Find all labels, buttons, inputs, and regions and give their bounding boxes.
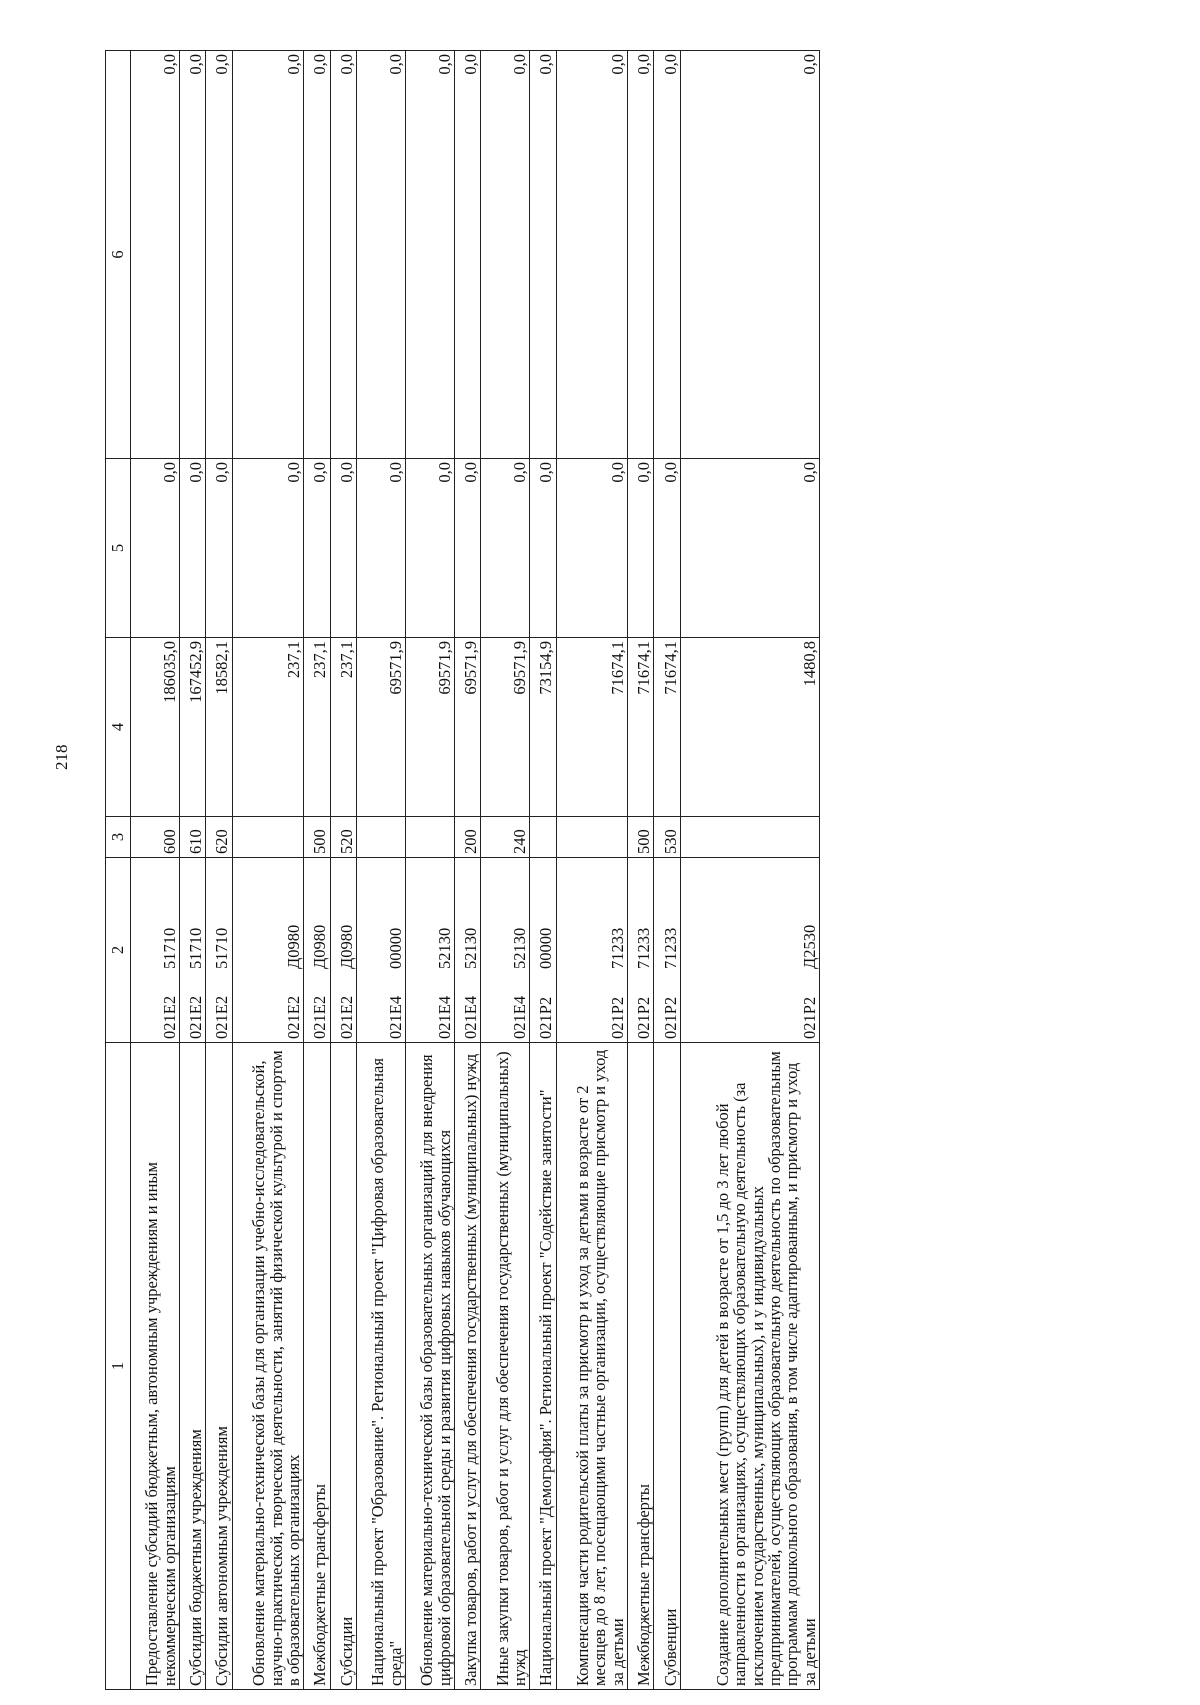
row-expense-type-cell: 200 <box>454 817 480 858</box>
row-name-cell: Субсидии автономным учреждениям <box>206 1043 232 1690</box>
row-value-col6: 0,0 <box>481 51 530 459</box>
row-value-col5: 0,0 <box>356 459 405 638</box>
program-code: 021E2 <box>310 995 330 1039</box>
row-value-col5: 0,0 <box>481 459 530 638</box>
program-code: 021P2 <box>799 996 819 1039</box>
row-value-col5: 0,0 <box>179 459 205 638</box>
table-row <box>405 51 454 1690</box>
row-expense-type-cell: 620 <box>206 817 232 858</box>
row-name-cell: Предоставление субсидий бюджетным, автономным учреждениям и иным некоммерческим организациям <box>131 1043 180 1690</box>
row-name-cell: Межбюджетные трансферты <box>628 1043 654 1690</box>
table-row <box>179 51 205 1690</box>
row-value-col6: 0,0 <box>405 51 454 459</box>
table-row <box>131 51 180 1690</box>
program-code: 021P2 <box>634 996 654 1039</box>
table-row <box>481 51 530 1690</box>
row-value-col6: 0,0 <box>232 51 303 459</box>
row-code-cell <box>680 858 819 1043</box>
row-expense-type-cell: 240 <box>481 817 530 858</box>
row-expense-type-cell: 530 <box>654 817 680 858</box>
row-code-cell <box>628 858 654 1043</box>
row-code-cell <box>232 858 303 1043</box>
row-value-col5: 0,0 <box>628 459 654 638</box>
row-value-col5: 0,0 <box>556 459 627 638</box>
program-code: 021P2 <box>536 996 556 1039</box>
program-code: 021E4 <box>385 995 405 1039</box>
row-value-col5: 0,0 <box>206 459 232 638</box>
direction-code: 71233 <box>660 927 680 969</box>
direction-code: Д0980 <box>283 924 303 969</box>
row-code-cell <box>530 858 556 1043</box>
table-row <box>330 51 356 1690</box>
row-value-col4: 71674,1 <box>556 638 627 817</box>
program-code: 021P2 <box>607 996 627 1039</box>
row-value-col4: 18582,1 <box>206 638 232 817</box>
rotated-table-wrapper <box>105 50 820 1690</box>
table-row <box>680 51 819 1690</box>
row-value-col4: 237,1 <box>232 638 303 817</box>
row-value-col4: 1480,8 <box>680 638 819 817</box>
row-name-cell: Создание дополнительных мест (групп) для детей в возрасте от 1,5 до 3 лет любой направленности в организациях, осуществляющих образовательную деятельность (за исключением государственных, муниципальных), и у индивидуальных предпринимателей, осуществляющих образовательную деятельность по образовательным программам дошкольного образования, в том числе адаптированным, и присмотр и уход за детьми <box>680 1043 819 1690</box>
table-row <box>530 51 556 1690</box>
row-value-col4: 69571,9 <box>356 638 405 817</box>
program-code: 021E2 <box>336 995 356 1039</box>
row-value-col4: 186035,0 <box>131 638 180 817</box>
page-number: 218 <box>52 744 71 770</box>
table-row <box>556 51 627 1690</box>
program-code: 021E4 <box>460 995 480 1039</box>
header-col-6: 6 <box>106 51 131 459</box>
row-value-col5: 0,0 <box>131 459 180 638</box>
direction-code: 51710 <box>159 927 179 969</box>
row-value-col4: 237,1 <box>304 638 330 817</box>
table-row <box>628 51 654 1690</box>
row-value-col4: 69571,9 <box>481 638 530 817</box>
row-code-cell <box>330 858 356 1043</box>
row-value-col6: 0,0 <box>628 51 654 459</box>
row-value-col6: 0,0 <box>206 51 232 459</box>
row-value-col4: 69571,9 <box>454 638 480 817</box>
row-value-col5: 0,0 <box>680 459 819 638</box>
table-row <box>654 51 680 1690</box>
row-name-cell: Национальный проект "Образование". Региональный проект "Цифровая образовательная среда" <box>356 1043 405 1690</box>
row-value-col4: 71674,1 <box>654 638 680 817</box>
row-name-cell: Иные закупки товаров, работ и услуг для обеспечения государственных (муниципальных) нужд <box>481 1043 530 1690</box>
row-value-col4: 167452,9 <box>179 638 205 817</box>
row-expense-type-cell: 500 <box>628 817 654 858</box>
row-code-cell <box>654 858 680 1043</box>
row-value-col6: 0,0 <box>304 51 330 459</box>
table-row <box>304 51 330 1690</box>
row-code-cell <box>405 858 454 1043</box>
row-expense-type-cell: 610 <box>179 817 205 858</box>
header-col-2: 2 <box>106 858 131 1043</box>
direction-code: 00000 <box>536 927 556 969</box>
row-value-col6: 0,0 <box>330 51 356 459</box>
row-code-cell <box>356 858 405 1043</box>
row-value-col6: 0,0 <box>131 51 180 459</box>
row-code-cell <box>304 858 330 1043</box>
row-code-cell <box>454 858 480 1043</box>
program-code: 021E2 <box>159 995 179 1039</box>
header-col-5: 5 <box>106 459 131 638</box>
direction-code: 52130 <box>434 927 454 969</box>
direction-code: 00000 <box>385 927 405 969</box>
row-code-cell <box>206 858 232 1043</box>
program-code: 021E4 <box>509 995 529 1039</box>
table-row <box>232 51 303 1690</box>
row-expense-type-cell <box>680 817 819 858</box>
row-value-col6: 0,0 <box>179 51 205 459</box>
row-expense-type-cell <box>556 817 627 858</box>
header-row <box>106 51 131 1690</box>
row-name-cell: Межбюджетные трансферты <box>304 1043 330 1690</box>
row-value-col4: 69571,9 <box>405 638 454 817</box>
row-code-cell <box>481 858 530 1043</box>
direction-code: 51710 <box>186 927 206 969</box>
budget-table <box>105 50 820 1690</box>
row-expense-type-cell: 520 <box>330 817 356 858</box>
direction-code: 52130 <box>460 927 480 969</box>
row-value-col4: 73154,9 <box>530 638 556 817</box>
row-expense-type-cell <box>232 817 303 858</box>
row-value-col5: 0,0 <box>530 459 556 638</box>
row-value-col6: 0,0 <box>556 51 627 459</box>
direction-code: Д2530 <box>799 924 819 969</box>
direction-code: 52130 <box>509 927 529 969</box>
direction-code: 71233 <box>634 927 654 969</box>
header-col-1: 1 <box>106 1043 131 1690</box>
row-name-cell: Субсидии <box>330 1043 356 1690</box>
row-value-col5: 0,0 <box>330 459 356 638</box>
table-body <box>131 51 820 1690</box>
row-value-col5: 0,0 <box>454 459 480 638</box>
direction-code: Д0980 <box>336 924 356 969</box>
row-value-col6: 0,0 <box>680 51 819 459</box>
row-code-cell <box>131 858 180 1043</box>
table-row <box>356 51 405 1690</box>
row-name-cell: Обновление материально-технической базы образовательных организаций для внедрения цифровой образовательной среды и развития цифровых навыков обучающихся <box>405 1043 454 1690</box>
row-name-cell: Субсидии бюджетным учреждениям <box>179 1043 205 1690</box>
direction-code: 71233 <box>607 927 627 969</box>
row-value-col4: 71674,1 <box>628 638 654 817</box>
row-expense-type-cell <box>530 817 556 858</box>
row-code-cell <box>179 858 205 1043</box>
row-code-cell <box>556 858 627 1043</box>
row-name-cell: Закупка товаров, работ и услуг для обеспечения государственных (муниципальных) нужд <box>454 1043 480 1690</box>
row-value-col5: 0,0 <box>654 459 680 638</box>
row-value-col5: 0,0 <box>405 459 454 638</box>
header-col-3: 3 <box>106 817 131 858</box>
table-row <box>206 51 232 1690</box>
row-expense-type-cell: 600 <box>131 817 180 858</box>
direction-code: 51710 <box>212 927 232 969</box>
program-code: 021E2 <box>212 995 232 1039</box>
row-name-cell: Обновление материально-технической базы для организации учебно-исследовательской, научно-практической, творческой деятельности, занятий физической культурой и спортом в образовательных организациях <box>232 1043 303 1690</box>
row-value-col6: 0,0 <box>454 51 480 459</box>
table-row <box>454 51 480 1690</box>
row-name-cell: Компенсация части родительской платы за присмотр и уход за детьми в возрасте от 2 месяцев до 8 лет, посещающими частные организации, осуществляющие присмотр и уход за детьми <box>556 1043 627 1690</box>
row-name-cell: Субвенции <box>654 1043 680 1690</box>
program-code: 021E4 <box>434 995 454 1039</box>
row-value-col6: 0,0 <box>356 51 405 459</box>
program-code: 021E2 <box>186 995 206 1039</box>
row-expense-type-cell <box>405 817 454 858</box>
header-col-4: 4 <box>106 638 131 817</box>
row-value-col5: 0,0 <box>304 459 330 638</box>
program-code: 021E2 <box>283 995 303 1039</box>
row-value-col5: 0,0 <box>232 459 303 638</box>
row-value-col6: 0,0 <box>654 51 680 459</box>
row-value-col6: 0,0 <box>530 51 556 459</box>
program-code: 021P2 <box>660 996 680 1039</box>
direction-code: Д0980 <box>310 924 330 969</box>
row-expense-type-cell <box>356 817 405 858</box>
row-name-cell: Национальный проект "Демография". Региональный проект "Содействие занятости" <box>530 1043 556 1690</box>
row-value-col4: 237,1 <box>330 638 356 817</box>
row-expense-type-cell: 500 <box>304 817 330 858</box>
